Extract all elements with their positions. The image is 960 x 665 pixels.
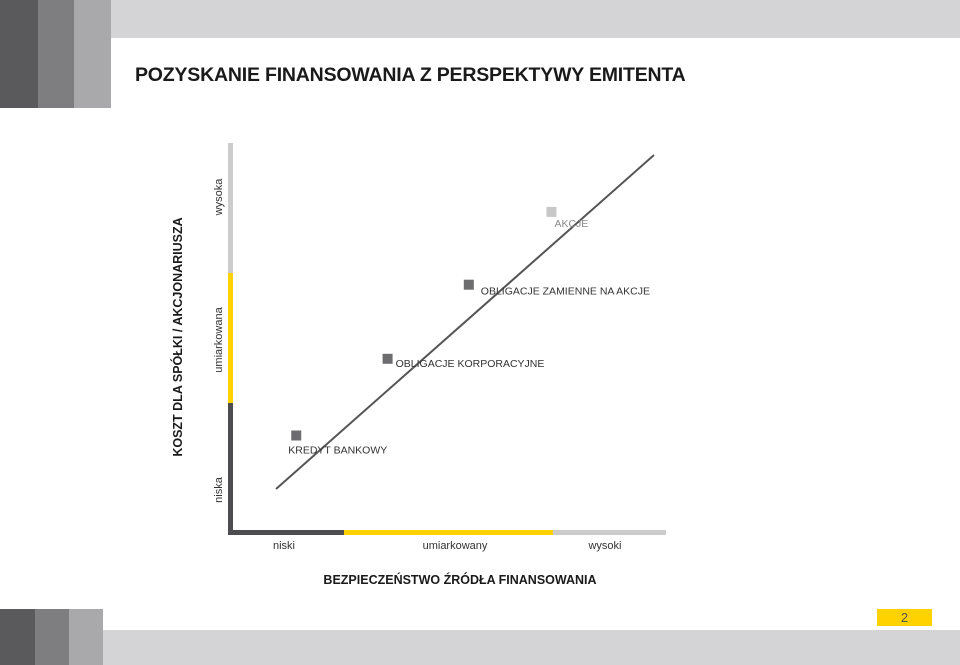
y-level-labels bbox=[213, 178, 225, 503]
x-level-label: niski bbox=[272, 540, 296, 552]
y-level-label: niska bbox=[213, 477, 225, 503]
footer-stripe-1 bbox=[0, 609, 35, 665]
x-axis-segment bbox=[553, 530, 666, 535]
page-number: 2 bbox=[877, 609, 932, 626]
x-axis-title: BEZPIECZEŃSTWO ŹRÓDŁA FINANSOWANIA bbox=[323, 573, 597, 587]
data-point bbox=[546, 207, 556, 217]
data-point bbox=[383, 354, 393, 364]
x-axis-bar bbox=[228, 530, 666, 535]
x-level-label: wysoki bbox=[588, 540, 622, 552]
y-axis-segment bbox=[228, 143, 233, 273]
x-level-labels bbox=[273, 540, 622, 552]
page-title: POZYSKANIE FINANSOWANIA Z PERSPEKTYWY EMITENTA bbox=[135, 64, 686, 86]
data-point bbox=[291, 431, 301, 441]
y-level-label: wysoka bbox=[213, 178, 225, 216]
data-point bbox=[464, 280, 474, 290]
data-label: KREDYT BANKOWY bbox=[288, 444, 388, 457]
data-label: OBLIGACJE ZAMIENNE NA AKCJE bbox=[480, 285, 651, 298]
data-label: AKCJE bbox=[554, 217, 589, 230]
footer-stripe-3 bbox=[69, 609, 103, 665]
y-axis-title: KOSZT DLA SPÓŁKI / AKCJONARIUSZA bbox=[171, 217, 185, 457]
footer-stripe-2 bbox=[35, 609, 69, 665]
data-points bbox=[291, 207, 556, 441]
y-level-label: umiarkowana bbox=[213, 307, 225, 373]
x-axis-segment bbox=[344, 530, 553, 535]
data-labels bbox=[288, 218, 650, 457]
y-axis-segment bbox=[228, 403, 233, 533]
trend-line bbox=[276, 155, 654, 489]
data-label: OBLIGACJE KORPORACYJNE bbox=[395, 357, 545, 370]
x-axis-segment bbox=[228, 530, 344, 535]
footer-stripe-4 bbox=[103, 630, 960, 665]
x-level-label: umiarkowany bbox=[422, 540, 488, 552]
y-axis-segment bbox=[228, 273, 233, 403]
y-axis-bar bbox=[228, 143, 233, 533]
